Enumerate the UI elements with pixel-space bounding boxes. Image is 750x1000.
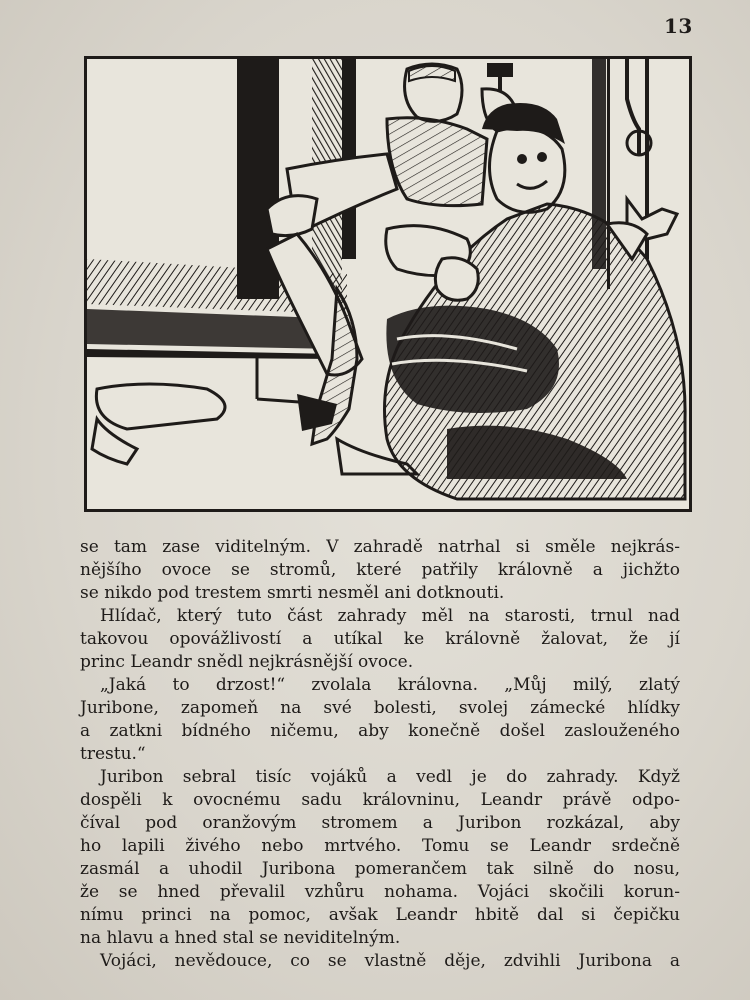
text-line: se nikdo pod trestem smrti nesměl ani dotknouti. xyxy=(80,583,505,603)
text-line: číval pod oranžovým stromem a Juribon rozkázal, aby xyxy=(80,813,680,833)
text-line: se tam zase viditelným. V zahradě natrhal si směle nejkrás- xyxy=(80,537,680,557)
text-line: takovou opovážlivostí a utíkal ke královně žalovat, že jí xyxy=(80,629,680,649)
text-line: Hlídač, který tuto část zahrady měl na starosti, trnul nad xyxy=(100,606,680,626)
text-line: že se hned převalil vzhůru nohama. Vojáci skočili korun- xyxy=(80,882,680,902)
text-line: zasmál a uhodil Juribona pomerančem tak silně do nosu, xyxy=(80,859,680,879)
woodcut-illustration-image xyxy=(87,59,689,509)
text-line: a zatkni bídného ničemu, aby konečně došel zaslouženého xyxy=(80,721,680,741)
text-line: „Jaká to drzost!“ zvolala královna. „Můj milý, zlatý xyxy=(100,675,680,695)
text-line: princ Leandr snědl nejkrásnější ovoce. xyxy=(80,652,414,672)
text-line: Juribone, zapomeň na své bolesti, svolej zámecké hlídky xyxy=(80,698,680,718)
text-line: na hlavu a hned stal se neviditelným. xyxy=(80,928,401,948)
text-line: nějšího ovoce se stromů, které patřily královně a jichžto xyxy=(80,560,680,580)
text-line: dospěli k ovocnému sadu královninu, Leandr právě odpo- xyxy=(80,790,680,810)
body-text xyxy=(80,536,680,973)
page-number: 13 xyxy=(664,14,693,38)
text-line: Juribon sebral tisíc vojáků a vedl je do zahrady. Když xyxy=(100,767,680,787)
text-line: Vojáci, nevědouce, co se vlastně děje, zdvihli Juribona a xyxy=(100,951,680,971)
text-line: nímu princi na pomoc, avšak Leandr hbitě dal si čepičku xyxy=(80,905,680,925)
text-line: ho lapili živého nebo mrtvého. Tomu se Leandr srdečně xyxy=(80,836,680,856)
text-line: trestu.“ xyxy=(80,744,146,764)
illustration xyxy=(84,56,692,512)
